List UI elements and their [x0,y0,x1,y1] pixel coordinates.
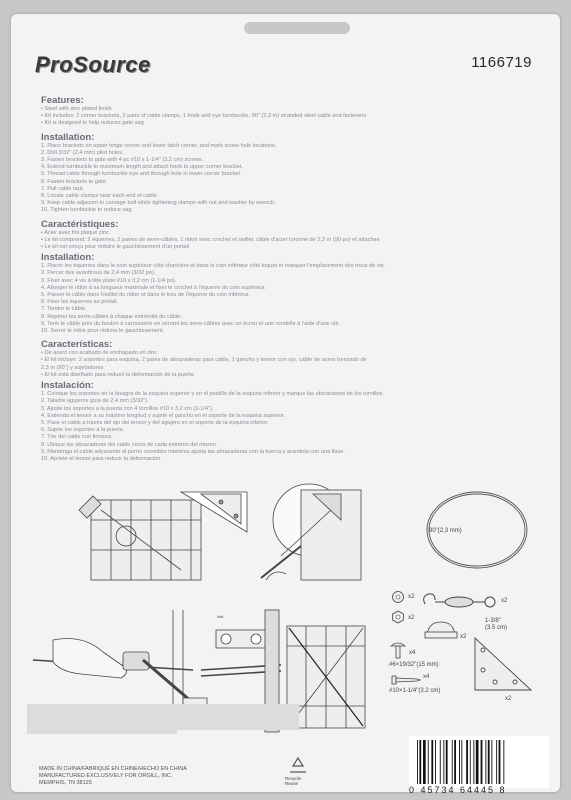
step-line: 5. Pase el cable a través del ojo del tensor y del agujero en el soporte de la esquina inferior. [41,419,269,426]
step-line: 5. Thread cable through turnbuckle eye and through hole in lower corner bracket. [41,171,242,178]
step-line: 1. Coloque los soportes en la bisagra de la esquina superior y en el pestillo de la esquina inferior y marque las ubicaciones de los tornillos. [41,391,384,398]
feature-line: • Steel with zinc plated finish [41,106,112,112]
cable-length-label: 90"(2,3 mm) [429,528,462,534]
nut-count: x2 [408,594,415,600]
screw-count: x4 [423,674,430,680]
sku-number: 1166719 [471,54,532,71]
made-in-line: MEMPHIS, TN 38125 [39,780,92,786]
step-line: 7. Pull cable taut. [41,185,84,192]
step-line: 2. Taladre agujeros guía de 2,4 mm (3/32"). [41,398,149,405]
gate-bracket-illustration [71,480,251,590]
made-in-line: MADE IN CHINA/FABRIQUÉ EN CHINE/HECHO EN CHINA [39,766,187,772]
screw-spec: #10×1-1/4"(3.2 cm) [389,688,441,694]
step-line: 1. Place brackets on upper hinge corner and lower latch corner, and mark screw hole locations. [41,142,277,149]
step-line: 3. Ajuste los soportes a la puerta con 4 tornillos #10 x 3,2 cm (1-1/4"). [41,405,214,412]
washer-count: x2 [408,615,415,621]
feature-line: • El kit está diseñado para reducir la deformación de la puerta [41,371,194,378]
step-line: 2. Drill 3/32" (2.4 mm) pilot holes. [41,149,124,156]
features-heading-es: Características: [41,339,113,351]
step-line: 7. Tendre le câble. [41,306,87,313]
feature-line: • Le kit comprend: 2 équerres, 2 paires de serre-câbles, 1 ridoir avec crochet et oeillet, câble d'acier toronné de 2,3 m (90 po) et attaches [41,236,380,243]
feature-line: • Kit is designed to help reduces gate sag [41,120,144,127]
feature-line: • De acero con acabado de enchapado en zinc [41,350,158,357]
installation-heading-fr: Installation: [41,252,95,264]
step-line: 10. Tighten turnbuckle to reduce sag. [41,207,134,214]
hang-hole [244,22,350,34]
installation-heading-en: Installation: [41,131,95,143]
feature-line: • Le kit est conçu pour réduire le gauchissement d'un portail [41,244,189,251]
step-line: 8. Locate cable clamps near each end of cable. [41,193,159,200]
recycle-label: Recycle Reuse [285,776,302,786]
bolt-count: x4 [409,650,416,656]
warning-block-right [169,704,299,730]
step-line: 3. Fasten brackets to gate with 4 pc #10 x 1-1/4" (3.2 cm) screws. [41,157,204,164]
feature-line: • El kit incluye: 2 soportes para esquina, 2 pares de abrazaderas para cable, 1 gancho y tensor con ojo, cable de acero trenzado de [41,357,367,364]
bracket-count: x2 [505,696,512,702]
nut-label: Nut [217,614,224,619]
step-line: 4. Allonger le ridoir à sa longueur maximale et fixer le crochet à l'équerre du coin supérieur. [41,284,266,291]
step-line: 8. Repérer les serre-câbles à chaque extrémité du câble. [41,313,182,320]
step-line: 10. Apriete el tensor para reducir la deformación. [41,455,162,462]
step-line: 5. Passer le câble dans l'oeillet du ridoir et dans le trou de l'équerre du coin inférieur. [41,292,250,299]
step-line: 10. Serrer le ridoir pour réduire le gauchissement. [41,328,165,335]
step-line: 4. Extend turnbuckle to maximum length and attach hook to upper corner bracket. [41,164,244,171]
installation-heading-es: Instalación: [41,380,94,392]
feature-line: • Kit includes: 2 corner brackets, 2 pairs of cable clamps, 1 hook and eye turnbuckle, 90" (2.3 m) stranded steel cable and fasteners [41,113,367,120]
turnbuckle-count: x2 [501,598,508,604]
feature-line: 2,3 m (90") y sujetadores [41,364,104,371]
warning-block-left [27,704,177,734]
turnbuckle-detail-illustration [241,480,371,590]
step-line: 6. Fasten brackets to gate. [41,178,108,185]
corner-bracket-icon [471,634,541,694]
bolt-spec: #6×19/32"(15 mm) [389,662,439,668]
recycle-icon [287,756,309,776]
clamp-icon [423,618,459,642]
clamp-count: x2 [460,634,467,640]
barcode-number: 0 45734 64445 8 [409,785,507,795]
step-line: 6. Sujete los soportes a la puerta. [41,427,125,434]
bolt-icon [389,640,407,660]
washer-icon [391,610,405,624]
step-line: 8. Ubique las abrazaderas del cable cerca de cada extremo del mismo. [41,441,218,448]
step-line: 9. Mantenga el cable adyacente al perno corredizo mientras ajusta las abrazaderas con la tuerca y arandela con una llave. [41,448,345,455]
step-line: 4. Extienda el tensor a su máximo longitud y sujete el gancho en el soporte de la esquina superior. [41,412,285,419]
turnbuckle-icon [419,590,499,616]
barcode [409,736,549,788]
bracket-dimension: 1-3/8" (3.5 cm) [485,618,508,631]
step-line: 2. Percer des avanttrous de 2,4 mm (3/32 po). [41,270,156,277]
features-heading-fr: Caractéristiques: [41,218,119,230]
instructions-text [41,94,541,463]
step-line: 9. Tenir le câble près du boulon à carrosserie en serrant les serre-câbles avec un écrou et une rondelle à l'aide d'une clé. [41,320,340,327]
features-heading-en: Features: [41,95,84,106]
step-line: 6. Fixer les équerres au portail. [41,299,119,306]
screw-icon [391,674,421,686]
step-line: 7. Tire del cable con firmeza. [41,434,113,441]
made-in-line: MANUFACTURED EXCLUSIVELY FOR ORGILL, INC. [39,773,173,779]
brand-logo: ProSource [35,52,151,77]
manufacturer-info [39,766,187,787]
step-line: 1. Placer les équerres dans le coin supérieur côté charnière et dans le coin inférieur côté loquet et marquer l'emplacement des trous de vis. [41,263,386,270]
package-card [11,14,560,792]
step-line: 9. Keep cable adjacent to carriage bolt while tightening clamps with nut and washer by wrench. [41,200,276,207]
nut-icon [391,590,405,604]
step-line: 3. Fixer avec 4 vis à tête plate #10 x 3,2 cm (1-1/4 po). [41,277,177,284]
feature-line: • Acier avec fini plaqué zinc [41,229,109,236]
